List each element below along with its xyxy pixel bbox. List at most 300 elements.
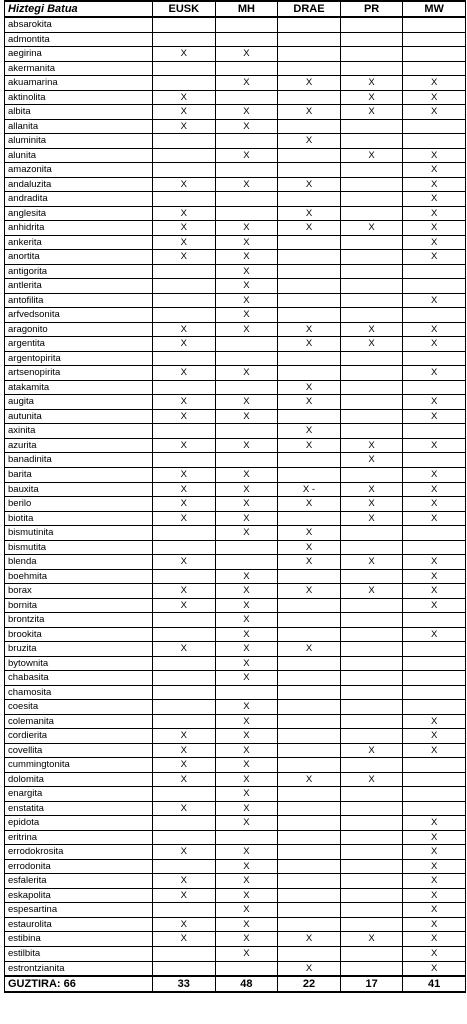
table-row [5, 76, 466, 91]
term-cell: errodonita [5, 859, 153, 874]
header-drae: DRAE [278, 1, 341, 17]
term-cell: enargita [5, 787, 153, 802]
pr-cell: X [340, 337, 403, 352]
term-cell: eskapolita [5, 888, 153, 903]
eusk-cell [153, 569, 216, 584]
table-header-row [5, 1, 466, 17]
eusk-cell: X [153, 758, 216, 773]
table-row [5, 322, 466, 337]
pr-cell [340, 859, 403, 874]
pr-cell: X [340, 90, 403, 105]
term-cell: argentita [5, 337, 153, 352]
eusk-cell [153, 351, 216, 366]
term-cell: epidota [5, 816, 153, 831]
mw-cell: X [403, 743, 466, 758]
table-row [5, 598, 466, 613]
mw-cell [403, 264, 466, 279]
pr-cell [340, 845, 403, 860]
term-cell: anortita [5, 250, 153, 265]
mh-cell: X [215, 221, 278, 236]
eusk-cell: X [153, 888, 216, 903]
mw-cell [403, 758, 466, 773]
mh-cell [215, 32, 278, 47]
pr-cell [340, 526, 403, 541]
eusk-cell: X [153, 337, 216, 352]
table-row [5, 293, 466, 308]
term-cell: biotita [5, 511, 153, 526]
table-row [5, 351, 466, 366]
term-cell: antofilita [5, 293, 153, 308]
table-row [5, 888, 466, 903]
mh-cell [215, 685, 278, 700]
mw-cell [403, 32, 466, 47]
mh-cell: X [215, 917, 278, 932]
term-cell: berilo [5, 497, 153, 512]
mh-cell [215, 90, 278, 105]
mh-cell: X [215, 497, 278, 512]
eusk-cell [153, 453, 216, 468]
table-row [5, 526, 466, 541]
mw-cell: X [403, 627, 466, 642]
eusk-cell: X [153, 584, 216, 599]
drae-cell [278, 685, 341, 700]
mh-cell: X [215, 279, 278, 294]
pr-cell [340, 409, 403, 424]
drae-cell: X [278, 380, 341, 395]
mw-cell [403, 380, 466, 395]
drae-cell: X [278, 438, 341, 453]
mw-cell: X [403, 105, 466, 120]
mw-cell: X [403, 729, 466, 744]
eusk-cell [153, 700, 216, 715]
table-row [5, 250, 466, 265]
pr-cell: X [340, 555, 403, 570]
table-row [5, 772, 466, 787]
table-row [5, 801, 466, 816]
mh-cell: X [215, 743, 278, 758]
pr-cell [340, 264, 403, 279]
header-mw: MW [403, 1, 466, 17]
table-row [5, 947, 466, 962]
table-row [5, 409, 466, 424]
eusk-cell [153, 903, 216, 918]
table-row [5, 714, 466, 729]
mh-cell: X [215, 932, 278, 947]
mh-cell: X [215, 598, 278, 613]
drae-cell [278, 947, 341, 962]
term-cell: cummingtonita [5, 758, 153, 773]
drae-cell [278, 569, 341, 584]
pr-cell: X [340, 105, 403, 120]
table-row [5, 105, 466, 120]
mw-cell [403, 351, 466, 366]
drae-cell [278, 830, 341, 845]
eusk-cell: X [153, 845, 216, 860]
mh-cell: X [215, 438, 278, 453]
mh-cell [215, 192, 278, 207]
pr-cell [340, 61, 403, 76]
eusk-cell [153, 134, 216, 149]
mh-cell [215, 380, 278, 395]
mh-cell: X [215, 729, 278, 744]
mh-cell: X [215, 671, 278, 686]
drae-cell: X [278, 526, 341, 541]
drae-cell [278, 409, 341, 424]
pr-cell [340, 250, 403, 265]
pr-cell [340, 627, 403, 642]
table-row [5, 961, 466, 976]
mh-cell: X [215, 409, 278, 424]
pr-cell [340, 235, 403, 250]
table-row [5, 555, 466, 570]
eusk-cell [153, 859, 216, 874]
drae-cell [278, 279, 341, 294]
term-cell: atakamita [5, 380, 153, 395]
table-row [5, 569, 466, 584]
table-row [5, 627, 466, 642]
pr-cell: X [340, 497, 403, 512]
eusk-cell: X [153, 772, 216, 787]
drae-cell: X [278, 76, 341, 91]
eusk-cell: X [153, 366, 216, 381]
mw-cell: X [403, 830, 466, 845]
pr-cell: X [340, 511, 403, 526]
mh-cell: X [215, 105, 278, 120]
pr-cell [340, 308, 403, 323]
pr-cell: X [340, 584, 403, 599]
drae-cell: X [278, 540, 341, 555]
term-cell: axinita [5, 424, 153, 439]
mh-cell: X [215, 845, 278, 860]
mh-cell: X [215, 148, 278, 163]
pr-cell [340, 700, 403, 715]
eusk-cell: X [153, 729, 216, 744]
pr-cell [340, 467, 403, 482]
drae-cell: X [278, 337, 341, 352]
table-row [5, 119, 466, 134]
term-cell: enstatita [5, 801, 153, 816]
mh-cell [215, 555, 278, 570]
eusk-cell [153, 947, 216, 962]
eusk-cell [153, 148, 216, 163]
mh-cell: X [215, 859, 278, 874]
pr-cell [340, 787, 403, 802]
table-row [5, 482, 466, 497]
eusk-cell: X [153, 511, 216, 526]
pr-cell [340, 917, 403, 932]
mw-cell: X [403, 888, 466, 903]
eusk-cell [153, 192, 216, 207]
mh-cell: X [215, 308, 278, 323]
mh-cell: X [215, 888, 278, 903]
mh-cell: X [215, 569, 278, 584]
table-row [5, 685, 466, 700]
table-row [5, 656, 466, 671]
mh-cell: X [215, 293, 278, 308]
drae-cell [278, 192, 341, 207]
mh-cell [215, 17, 278, 32]
drae-cell [278, 61, 341, 76]
pr-cell [340, 119, 403, 134]
pr-cell [340, 424, 403, 439]
pr-cell [340, 17, 403, 32]
term-cell: andradita [5, 192, 153, 207]
header-hiztegi-batua: Hiztegi Batua [5, 1, 153, 17]
mh-cell: X [215, 395, 278, 410]
mh-cell [215, 163, 278, 178]
table-row [5, 308, 466, 323]
term-cell: bismutita [5, 540, 153, 555]
table-row [5, 90, 466, 105]
table-row [5, 221, 466, 236]
mw-cell: X [403, 816, 466, 831]
mw-cell: X [403, 235, 466, 250]
mw-cell [403, 801, 466, 816]
term-cell: antlerita [5, 279, 153, 294]
eusk-cell: X [153, 497, 216, 512]
drae-cell [278, 119, 341, 134]
term-cell: ankerita [5, 235, 153, 250]
mw-cell [403, 47, 466, 62]
mw-cell: X [403, 177, 466, 192]
mw-cell [403, 656, 466, 671]
term-cell: estibina [5, 932, 153, 947]
table-row [5, 192, 466, 207]
drae-cell [278, 235, 341, 250]
table-row [5, 511, 466, 526]
eusk-cell [153, 380, 216, 395]
table-row [5, 163, 466, 178]
mh-cell: X [215, 627, 278, 642]
term-cell: barita [5, 467, 153, 482]
mh-cell: X [215, 264, 278, 279]
table-row [5, 729, 466, 744]
drae-cell: X [278, 395, 341, 410]
eusk-cell: X [153, 409, 216, 424]
eusk-cell [153, 279, 216, 294]
drae-cell [278, 163, 341, 178]
mh-cell: X [215, 816, 278, 831]
mh-cell: X [215, 656, 278, 671]
mh-cell [215, 206, 278, 221]
mw-cell: X [403, 569, 466, 584]
mh-cell: X [215, 467, 278, 482]
mh-cell: X [215, 787, 278, 802]
term-cell: anglesita [5, 206, 153, 221]
term-cell: artsenopirita [5, 366, 153, 381]
mh-cell: X [215, 76, 278, 91]
pr-cell: X [340, 743, 403, 758]
mh-cell: X [215, 177, 278, 192]
eusk-cell [153, 714, 216, 729]
pr-cell: X [340, 932, 403, 947]
term-cell: estilbita [5, 947, 153, 962]
eusk-cell: X [153, 642, 216, 657]
term-cell: esfalerita [5, 874, 153, 889]
pr-cell [340, 685, 403, 700]
term-cell: borax [5, 584, 153, 599]
mw-cell: X [403, 859, 466, 874]
table-row [5, 758, 466, 773]
table-row [5, 540, 466, 555]
mh-cell: X [215, 235, 278, 250]
table-row [5, 337, 466, 352]
drae-cell [278, 787, 341, 802]
table-row [5, 467, 466, 482]
pr-cell [340, 351, 403, 366]
pr-cell: X [340, 482, 403, 497]
mw-cell [403, 700, 466, 715]
mh-cell: X [215, 47, 278, 62]
eusk-cell [153, 32, 216, 47]
mh-cell [215, 351, 278, 366]
term-cell: covellita [5, 743, 153, 758]
pr-cell: X [340, 322, 403, 337]
eusk-cell: X [153, 917, 216, 932]
mw-cell: X [403, 76, 466, 91]
drae-cell: X - [278, 482, 341, 497]
mw-cell [403, 279, 466, 294]
pr-cell [340, 888, 403, 903]
term-cell: akermanita [5, 61, 153, 76]
drae-cell [278, 308, 341, 323]
pr-cell [340, 961, 403, 976]
term-cell: albita [5, 105, 153, 120]
term-cell: blenda [5, 555, 153, 570]
term-cell: banadinita [5, 453, 153, 468]
drae-cell [278, 888, 341, 903]
pr-cell [340, 613, 403, 628]
mw-cell: X [403, 947, 466, 962]
pr-cell [340, 177, 403, 192]
term-cell: espesartina [5, 903, 153, 918]
pr-cell [340, 758, 403, 773]
pr-cell [340, 366, 403, 381]
mh-cell: X [215, 511, 278, 526]
eusk-cell [153, 685, 216, 700]
term-cell: dolomita [5, 772, 153, 787]
pr-cell [340, 656, 403, 671]
eusk-cell: X [153, 743, 216, 758]
drae-cell [278, 700, 341, 715]
term-cell: augita [5, 395, 153, 410]
mw-cell: X [403, 482, 466, 497]
drae-cell [278, 758, 341, 773]
term-cell: andaluzita [5, 177, 153, 192]
table-row [5, 424, 466, 439]
drae-cell: X [278, 555, 341, 570]
drae-cell [278, 714, 341, 729]
mw-cell: X [403, 511, 466, 526]
eusk-cell: X [153, 598, 216, 613]
mw-cell: X [403, 961, 466, 976]
pr-cell [340, 380, 403, 395]
mh-cell [215, 337, 278, 352]
header-mh: MH [215, 1, 278, 17]
mw-cell: X [403, 845, 466, 860]
mh-cell: X [215, 801, 278, 816]
drae-cell [278, 917, 341, 932]
mw-cell: X [403, 322, 466, 337]
table-row [5, 17, 466, 32]
mh-cell: X [215, 947, 278, 962]
eusk-cell: X [153, 47, 216, 62]
term-cell: colemanita [5, 714, 153, 729]
pr-cell [340, 903, 403, 918]
table-row [5, 380, 466, 395]
eusk-cell [153, 961, 216, 976]
term-cell: bauxita [5, 482, 153, 497]
drae-cell: X [278, 177, 341, 192]
mw-cell [403, 787, 466, 802]
pr-cell [340, 714, 403, 729]
eusk-cell: X [153, 322, 216, 337]
pr-cell [340, 279, 403, 294]
mh-cell: X [215, 526, 278, 541]
mw-cell [403, 61, 466, 76]
table-row [5, 497, 466, 512]
term-cell: aragonito [5, 322, 153, 337]
term-cell: brookita [5, 627, 153, 642]
mw-cell [403, 308, 466, 323]
pr-cell: X [340, 438, 403, 453]
mh-cell: X [215, 613, 278, 628]
term-cell: akuamarina [5, 76, 153, 91]
mw-cell: X [403, 395, 466, 410]
mw-cell: X [403, 598, 466, 613]
drae-cell: X [278, 772, 341, 787]
mh-cell: X [215, 758, 278, 773]
mw-cell: X [403, 467, 466, 482]
mw-cell: X [403, 438, 466, 453]
table-row [5, 61, 466, 76]
term-cell: bismutinita [5, 526, 153, 541]
mw-cell: X [403, 409, 466, 424]
pr-cell [340, 830, 403, 845]
drae-cell [278, 613, 341, 628]
mh-cell [215, 61, 278, 76]
eusk-cell: X [153, 801, 216, 816]
eusk-cell: X [153, 874, 216, 889]
drae-cell [278, 743, 341, 758]
drae-cell [278, 467, 341, 482]
table-row [5, 32, 466, 47]
table-row [5, 395, 466, 410]
term-cell: bornita [5, 598, 153, 613]
mh-cell [215, 540, 278, 555]
table-row [5, 743, 466, 758]
pr-cell [340, 569, 403, 584]
pr-cell [340, 192, 403, 207]
eusk-cell: X [153, 235, 216, 250]
eusk-cell: X [153, 250, 216, 265]
mw-cell: X [403, 932, 466, 947]
drae-cell [278, 32, 341, 47]
drae-cell [278, 17, 341, 32]
eusk-cell [153, 816, 216, 831]
eusk-cell: X [153, 932, 216, 947]
table-row [5, 816, 466, 831]
eusk-cell [153, 830, 216, 845]
drae-cell: X [278, 642, 341, 657]
mw-cell: X [403, 337, 466, 352]
term-cell: eritrina [5, 830, 153, 845]
pr-cell [340, 671, 403, 686]
pr-cell [340, 874, 403, 889]
pr-cell [340, 395, 403, 410]
eusk-cell: X [153, 206, 216, 221]
term-cell: arfvedsonita [5, 308, 153, 323]
